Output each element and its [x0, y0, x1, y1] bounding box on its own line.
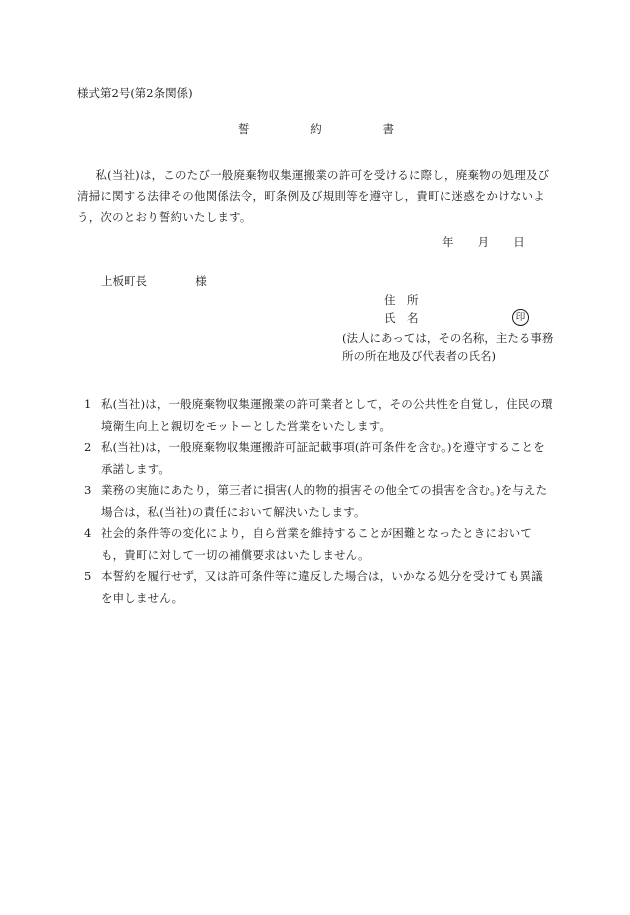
pledge-number: 3	[84, 483, 92, 497]
addressee-honorific: 様	[195, 274, 207, 288]
pledge-text: 業務の実施にあたり，第三者に損害(人的物的損害その他全ての損害を含む。)を与えた場合は，私(当社)の責任において解決いたします。	[101, 483, 548, 519]
title-char: 約	[310, 122, 322, 136]
date-line	[442, 233, 525, 251]
corporate-note: (法人にあっては，その名称，主たる事務所の所在地及び代表者の氏名)	[342, 331, 554, 363]
pledge-text: 本誓約を履行せず，又は許可条件等に違反した場合は，いかなる処分を受けても異議を申しません。	[101, 569, 543, 605]
pledge-text: 私(当社)は，一般廃棄物収集運搬許可証記載事項(許可条件を含む。)を遵守することを承諾します。	[101, 440, 545, 476]
date-year-label: 年	[442, 235, 454, 249]
applicant-address-row	[384, 291, 419, 309]
pledge-text: 社会的条件等の変化により，自ら営業を維持することが困難となったときにおいても，貴町に対して一切の補償要求はいたしません。	[101, 526, 533, 562]
pledge-number: 4	[84, 526, 92, 540]
intro-paragraph: 私(当社)は，このたび一般廃棄物収集運搬業の許可を受けるに際し，廃棄物の処理及び清掃に関する法律その他関係法令，町条例及び規則等を遵守し，貴町に迷惑をかけないよう，次のとおり誓約いたします。	[77, 168, 550, 224]
pledge-number: 5	[84, 569, 92, 583]
pledge-item	[84, 523, 554, 566]
date-month-label: 月	[477, 235, 490, 249]
title-char: 書	[382, 122, 394, 136]
addressee-name: 上板町長	[101, 274, 147, 288]
pledge-item	[84, 394, 554, 437]
form-number: 様式第2号(第2条関係)	[77, 86, 193, 100]
pledge-item	[84, 437, 554, 480]
name-label: 氏 名	[384, 311, 419, 325]
pledge-item	[84, 566, 554, 609]
seal-stamp: 印	[512, 309, 529, 326]
pledge-number: 1	[84, 397, 92, 411]
document-title	[238, 120, 394, 138]
title-char: 誓	[238, 122, 250, 136]
addressee	[101, 272, 207, 290]
date-day-label: 日	[513, 235, 525, 249]
pledge-item	[84, 480, 554, 523]
pledge-list	[84, 394, 554, 609]
applicant-name-row	[384, 309, 526, 327]
pledge-number: 2	[84, 440, 92, 454]
address-label: 住 所	[384, 293, 419, 307]
pledge-text: 私(当社)は，一般廃棄物収集運搬業の許可業者として，その公共性を自覚し，住民の環境衛生向上と親切をモットーとした営業をいたします。	[101, 397, 553, 433]
